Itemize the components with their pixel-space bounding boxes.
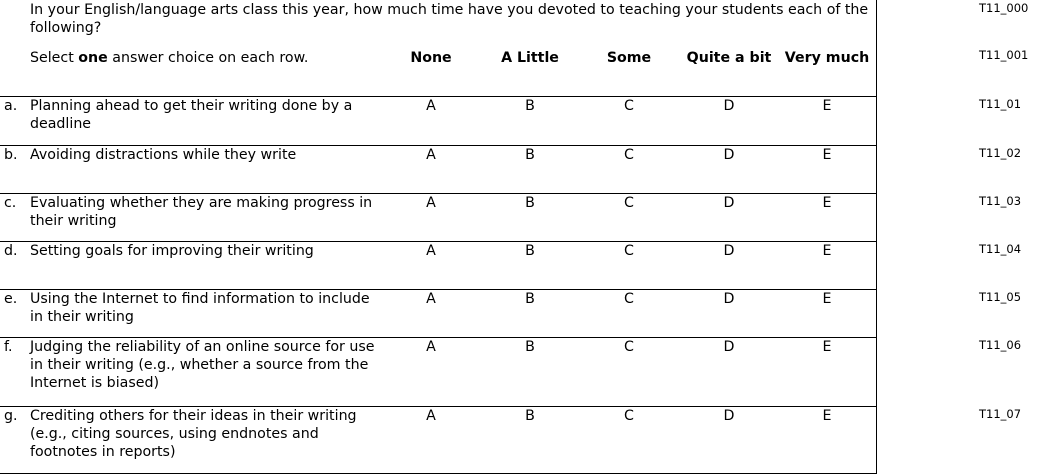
item-letter: f. bbox=[4, 339, 13, 355]
answer-choice-b[interactable]: B bbox=[525, 291, 535, 307]
answer-choice-d[interactable]: D bbox=[723, 243, 735, 259]
instruction-prefix: Select bbox=[30, 50, 79, 66]
answer-choice-a[interactable]: A bbox=[426, 147, 436, 163]
answer-choice-b[interactable]: B bbox=[525, 243, 535, 259]
answer-choice-a[interactable]: A bbox=[426, 98, 436, 114]
answer-choice-c[interactable]: C bbox=[624, 147, 634, 163]
item-text: Avoiding distractions while they write bbox=[30, 147, 297, 163]
instruction bbox=[30, 49, 308, 67]
answer-choice-c[interactable]: C bbox=[624, 408, 634, 424]
variable-code: T11_000 bbox=[979, 1, 1029, 15]
answer-choice-c[interactable]: C bbox=[624, 243, 634, 259]
answer-choice-d[interactable]: D bbox=[723, 147, 735, 163]
column-header-a-little: A Little bbox=[501, 50, 559, 66]
instruction-bold: one bbox=[78, 50, 108, 66]
item-letter: c. bbox=[4, 195, 17, 211]
question-stem: In your English/language arts class this year, how much time have you devoted to teaching your students each of the following? bbox=[30, 2, 869, 36]
variable-code: T11_05 bbox=[979, 290, 1022, 304]
answer-choice-c[interactable]: C bbox=[624, 195, 634, 211]
answer-choice-d[interactable]: D bbox=[723, 339, 735, 355]
item-text: Judging the reliability of an online source for use in their writing (e.g., whether a source from the Internet is biased) bbox=[30, 339, 375, 391]
answer-choice-c[interactable]: C bbox=[624, 291, 634, 307]
answer-choice-e[interactable]: E bbox=[822, 195, 832, 211]
answer-choice-e[interactable]: E bbox=[822, 147, 832, 163]
answer-choice-e[interactable]: E bbox=[822, 243, 832, 259]
answer-choice-e[interactable]: E bbox=[822, 98, 832, 114]
answer-choice-d[interactable]: D bbox=[723, 408, 735, 424]
answer-choice-a[interactable]: A bbox=[426, 339, 436, 355]
answer-choice-d[interactable]: D bbox=[723, 98, 735, 114]
answer-choice-d[interactable]: D bbox=[723, 195, 735, 211]
answer-choice-a[interactable]: A bbox=[426, 243, 436, 259]
answer-choice-e[interactable]: E bbox=[822, 291, 832, 307]
column-header-none: None bbox=[410, 50, 452, 66]
variable-code: T11_04 bbox=[979, 242, 1022, 256]
answer-choice-e[interactable]: E bbox=[822, 339, 832, 355]
answer-choice-b[interactable]: B bbox=[525, 98, 535, 114]
answer-choice-c[interactable]: C bbox=[624, 339, 634, 355]
item-text: Crediting others for their ideas in their writing (e.g., citing sources, using endnotes and footnotes in reports) bbox=[30, 408, 357, 460]
item-letter: b. bbox=[4, 147, 18, 163]
item-letter: a. bbox=[4, 98, 18, 114]
answer-choice-a[interactable]: A bbox=[426, 408, 436, 424]
column-header-some: Some bbox=[606, 50, 652, 66]
item-text: Using the Internet to find information to include in their writing bbox=[30, 291, 370, 325]
answer-choice-a[interactable]: A bbox=[426, 291, 436, 307]
variable-code: T11_06 bbox=[979, 338, 1022, 352]
column-header-very-much: Very much bbox=[784, 50, 870, 66]
answer-choice-b[interactable]: B bbox=[525, 147, 535, 163]
variable-code: T11_07 bbox=[979, 407, 1022, 421]
item-letter: e. bbox=[4, 291, 18, 307]
answer-choice-e[interactable]: E bbox=[822, 408, 832, 424]
answer-choice-a[interactable]: A bbox=[426, 195, 436, 211]
answer-choice-b[interactable]: B bbox=[525, 195, 535, 211]
item-text: Planning ahead to get their writing done by a deadline bbox=[30, 98, 353, 132]
answer-choice-c[interactable]: C bbox=[624, 98, 634, 114]
item-letter: d. bbox=[4, 243, 18, 259]
instruction-suffix: answer choice on each row. bbox=[107, 50, 309, 66]
answer-choice-b[interactable]: B bbox=[525, 339, 535, 355]
item-text: Evaluating whether they are making progress in their writing bbox=[30, 195, 373, 229]
variable-code: T11_01 bbox=[979, 97, 1022, 111]
variable-code: T11_02 bbox=[979, 146, 1022, 160]
column-header-quite-a-bit: Quite a bit bbox=[686, 50, 772, 66]
variable-code: T11_001 bbox=[979, 48, 1029, 62]
answer-choice-d[interactable]: D bbox=[723, 291, 735, 307]
variable-code: T11_03 bbox=[979, 194, 1022, 208]
answer-choice-b[interactable]: B bbox=[525, 408, 535, 424]
item-letter: g. bbox=[4, 408, 18, 424]
item-text: Setting goals for improving their writing bbox=[30, 243, 314, 259]
